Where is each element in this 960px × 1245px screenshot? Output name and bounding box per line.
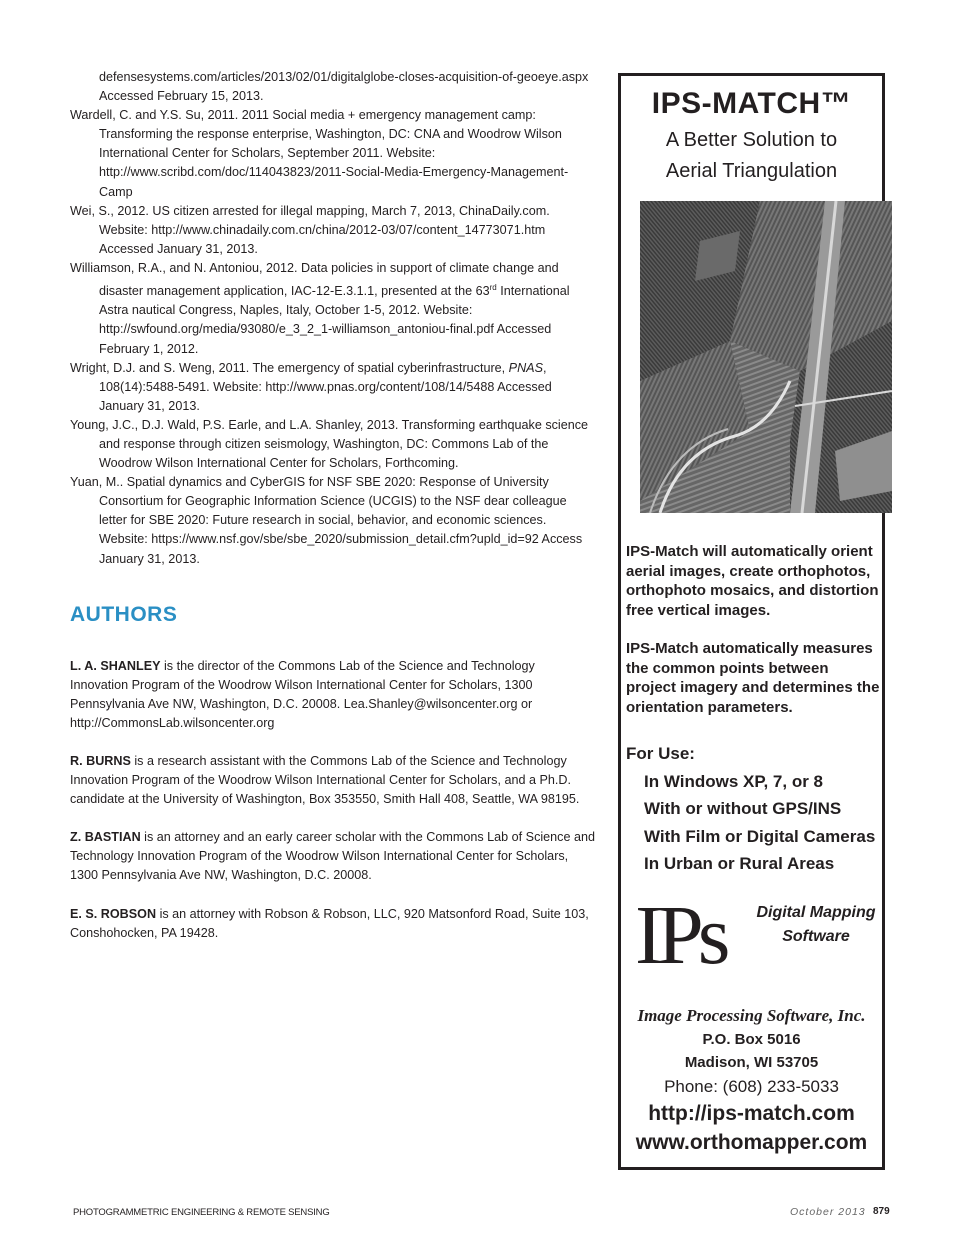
issue-date: October 2013 <box>790 1206 866 1218</box>
reference-superscript: rd <box>489 283 497 293</box>
reference-entry: Wardell, C. and Y.S. Su, 2011. 2011 Social media + emergency management camp: Transforming the response enterprise, Washington, DC: CNA and Woodrow Wilson International Center for Scholars, September 2011. Website: http://www.scribd.com/doc/114043823/2011-Social-Media-Emergency-Management-Camp <box>70 108 569 199</box>
for-use-item: In Windows XP, 7, or 8 <box>644 771 824 791</box>
reference-list <box>70 68 595 569</box>
author-bio <box>70 752 595 809</box>
author-description: is the director of the Commons Lab of the Science and Technology Innovation Program of the Woodrow Wilson International Center for Scholars, 1300 Pennsylvania Ave NW, Washington, D.C. 20008. Lea.Shanley@wilsoncenter.org or http://CommonsLab.wilsoncenter.org <box>70 658 535 730</box>
for-use-label: For Use: <box>626 744 695 763</box>
ips-match-advertisement <box>618 73 885 1170</box>
reference-text: Williamson, R.A., and N. Antoniou, 2012. Data policies in support of climate change and disaster management application, IAC-12-E.3.1.1, presented at the 63 <box>70 260 559 299</box>
reference-text: , 108(14):5488-5491. Website: http://www.pnas.org/content/108/14/5488 Accessed January 31, 2013. <box>99 360 552 413</box>
reference-entry: Young, J.C., D.J. Wald, P.S. Earle, and L.A. Shanley, 2013. Transforming earthquake science and response through citizen seismology, Washington, DC: Commons Lab of the Woodrow Wilson International Center for Scholars, Forthcoming. <box>70 417 589 471</box>
journal-name: PHOTOGRAMMETRIC ENGINEERING & REMOTE SENSING <box>73 1207 330 1218</box>
reference-entry: Wei, S., 2012. US citizen arrested for illegal mapping, March 7, 2013, ChinaDaily.com. Website: http://www.chinadaily.com.cn/china/2012-03/07/content_14773071.htm Accessed January 31, 2013. <box>70 203 550 256</box>
for-use-list <box>626 768 881 878</box>
author-bio <box>70 657 595 733</box>
author-description: is an attorney and an early career scholar with the Commons Lab of Science and Technology Innovation Program of the Woodrow Wilson International Center for Scholars, 1300 Pennsylvania Ave NW, Washington, D.C. 20008. <box>70 830 595 883</box>
phone-number: Phone: (608) 233-5033 <box>664 1077 839 1096</box>
left-column <box>70 68 595 962</box>
ad-title: IPS-MATCH™ <box>651 87 852 120</box>
logo-tagline-line: Digital Mapping <box>756 904 876 921</box>
author-bios <box>70 657 595 943</box>
author-name: Z. BASTIAN <box>70 830 141 845</box>
reference-entry: Yuan, M.. Spatial dynamics and CyberGIS for NSF SBE 2020: Response of University Consortium for Geographic Information Science (UCGIS) to the NSF dear colleague letter for SBE 2020: Future research in social, behavior, and economic sciences. Website: https://www.nsf.gov/sbe/sbe_2020/submission_detail.cfm?upld_id=92 Access January 31, 2013. <box>70 475 583 566</box>
author-bio <box>70 828 595 885</box>
author-bio <box>70 905 595 943</box>
aerial-photo <box>640 201 892 513</box>
page-number: 879 <box>873 1206 890 1217</box>
ad-description-paragraph: IPS-Match automatically measures the common points between project imagery and determines the orientation parameters. <box>626 640 880 716</box>
author-name: L. A. SHANLEY <box>70 658 161 673</box>
for-use-item: With Film or Digital Cameras <box>644 826 876 846</box>
author-name: E. S. ROBSON <box>70 906 157 921</box>
for-use-item: With or without GPS/INS <box>644 799 842 818</box>
reference-entry <box>70 359 595 416</box>
ad-description <box>626 542 881 736</box>
for-use-section <box>626 740 881 878</box>
author-description: is an attorney with Robson & Robson, LLC, 920 Matsonford Road, Suite 103, Conshohocken, PA 19428. <box>70 906 589 940</box>
reference-text: International Astra nautical Congress, Naples, Italy, October 1-5, 2012. Website: http://swfound.org/media/93080/e_3_2_1-williamson_antoniou-final.pdf Accessed February 1, 2012. <box>99 284 570 356</box>
reference-entry <box>70 259 595 359</box>
address-line: Madison, WI 53705 <box>684 1054 819 1071</box>
reference-journal: PNAS <box>508 360 543 375</box>
reference-text: Wright, D.J. and S. Weng, 2011. The emergency of spatial cyberinfrastructure, <box>70 360 509 375</box>
author-name: R. BURNS <box>70 754 131 768</box>
ad-subtitle <box>621 125 882 187</box>
authors-heading: AUTHORS <box>70 602 178 626</box>
ad-subtitle-line: Aerial Triangulation <box>665 160 838 182</box>
ad-description-paragraph: IPS-Match will automatically orient aerial images, create orthophotos, orthophoto mosaics, and distortion free vertical images. <box>626 543 879 619</box>
website-link[interactable]: www.orthomapper.com <box>635 1131 868 1154</box>
reference-entry: defensesystems.com/articles/2013/02/01/digitalglobe-closes-acquisition-of-geoeye.aspx Accessed February 15, 2013. <box>99 70 589 104</box>
logo-tagline <box>751 901 881 949</box>
author-description: is a research assistant with the Commons Lab of the Science and Technology Innovation Program of the Woodrow Wilson International Center for Scholars, and a Ph.D. candidate at the University of Washington, Box 353550, Smith Hall 408, Seattle, WA 98195. <box>70 754 580 807</box>
address-line: P.O. Box 5016 <box>702 1031 801 1048</box>
ips-logo: IPs <box>635 889 725 982</box>
for-use-item: In Urban or Rural Areas <box>644 854 835 873</box>
ad-subtitle-line: A Better Solution to <box>665 129 838 151</box>
company-name: Image Processing Software, Inc. <box>637 1006 866 1025</box>
contact-info <box>621 1004 882 1157</box>
website-link[interactable]: http://ips-match.com <box>648 1102 855 1125</box>
logo-tagline-line: Software <box>782 928 850 945</box>
